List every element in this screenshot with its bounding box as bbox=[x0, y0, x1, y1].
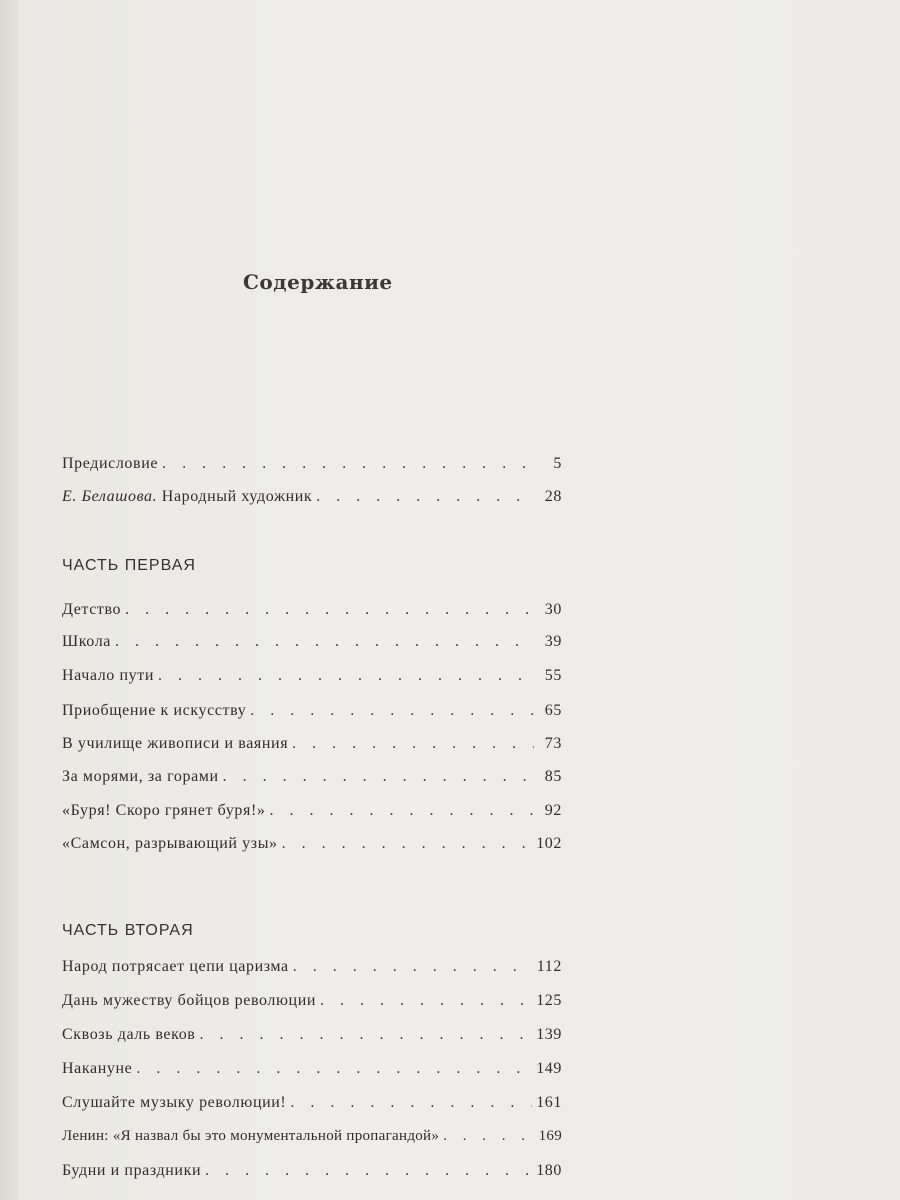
toc-entry-label: Детство bbox=[62, 601, 122, 618]
toc-entry-author: Е. Белашова. bbox=[62, 488, 158, 505]
leader-dots bbox=[205, 1162, 532, 1180]
toc-page-number: 112 bbox=[536, 958, 562, 975]
toc-entry-label: Слушайте музыку революции! bbox=[62, 1094, 287, 1111]
leader-dots bbox=[115, 633, 534, 651]
toc-page-number: 169 bbox=[538, 1128, 562, 1144]
leader-dots bbox=[290, 1094, 532, 1112]
toc-entry bbox=[62, 735, 562, 759]
toc-entry-label: Е. Белашова. Народный художник bbox=[62, 488, 313, 505]
toc-entry-label: Накануне bbox=[62, 1060, 133, 1077]
toc-entry-label: Начало пути bbox=[62, 667, 155, 684]
part-heading: ЧАСТЬ ВТОРАЯ bbox=[62, 922, 194, 939]
toc-entry bbox=[62, 455, 562, 479]
toc-page-number: 180 bbox=[536, 1162, 562, 1179]
toc-entry bbox=[62, 802, 562, 826]
leader-dots bbox=[282, 835, 533, 853]
leader-dots bbox=[158, 667, 534, 685]
toc-entry-label: В училище живописи и ваяния bbox=[62, 735, 289, 752]
toc-entry bbox=[62, 835, 562, 859]
toc-entry bbox=[62, 768, 562, 792]
toc-page-number: 30 bbox=[544, 601, 562, 618]
leader-dots bbox=[250, 702, 534, 720]
toc-entry bbox=[62, 633, 562, 657]
part-heading: ЧАСТЬ ПЕРВАЯ bbox=[62, 557, 196, 574]
toc-entry-label: Сквозь даль веков bbox=[62, 1026, 196, 1043]
toc-entry-label: «Самсон, разрывающий узы» bbox=[62, 835, 278, 852]
toc-page-number: 125 bbox=[536, 992, 562, 1009]
leader-dots bbox=[320, 992, 532, 1010]
toc-entry-label: Будни и праздники bbox=[62, 1162, 202, 1179]
toc-entry-label: Народ потрясает цепи царизма bbox=[62, 958, 289, 975]
toc-page-number: 149 bbox=[536, 1060, 562, 1077]
page-title: Содержание bbox=[243, 270, 393, 294]
leader-dots bbox=[270, 802, 534, 820]
toc-page-number: 39 bbox=[544, 633, 562, 650]
toc-page-number: 55 bbox=[544, 667, 562, 684]
toc-entry bbox=[62, 1026, 562, 1050]
toc-entry bbox=[62, 958, 562, 982]
toc-entry bbox=[62, 1128, 562, 1152]
toc-page-number: 102 bbox=[536, 835, 562, 852]
toc-entry bbox=[62, 1060, 562, 1084]
toc-page-number: 161 bbox=[536, 1094, 562, 1111]
toc-page-number: 85 bbox=[544, 768, 562, 785]
page-binding-edge bbox=[0, 0, 18, 1200]
toc-entry-label: Ленин: «Я назвал бы это монументальной пропагандой» bbox=[62, 1128, 440, 1144]
book-page bbox=[18, 0, 900, 1200]
show-through-text bbox=[578, 70, 818, 390]
toc-page-number: 92 bbox=[544, 802, 562, 819]
toc-entry bbox=[62, 1094, 562, 1118]
toc-page-number: 65 bbox=[544, 702, 562, 719]
toc-entry bbox=[62, 488, 562, 512]
toc-entry-label: «Буря! Скоро грянет буря!» bbox=[62, 802, 266, 819]
leader-dots bbox=[136, 1060, 532, 1078]
toc-page-number: 73 bbox=[544, 735, 562, 752]
toc-entry-label: За морями, за горами bbox=[62, 768, 219, 785]
toc-entry-label: Приобщение к искусству bbox=[62, 702, 247, 719]
toc-entry bbox=[62, 1162, 562, 1186]
toc-entry bbox=[62, 702, 562, 726]
toc-page-number: 139 bbox=[536, 1026, 562, 1043]
leader-dots bbox=[292, 735, 534, 753]
toc-entry-label: Предисловие bbox=[62, 455, 159, 472]
toc-page-number: 5 bbox=[553, 455, 562, 472]
toc-entry-label: Дань мужеству бойцов революции bbox=[62, 992, 317, 1009]
leader-dots bbox=[443, 1128, 534, 1145]
leader-dots bbox=[223, 768, 534, 786]
toc-entry bbox=[62, 992, 562, 1016]
toc-entry bbox=[62, 667, 562, 691]
leader-dots bbox=[199, 1026, 532, 1044]
leader-dots bbox=[125, 601, 534, 619]
toc-entry bbox=[62, 601, 562, 625]
leader-dots bbox=[162, 455, 534, 473]
toc-page-number: 28 bbox=[544, 488, 562, 505]
toc-entry-label: Школа bbox=[62, 633, 111, 650]
leader-dots bbox=[316, 488, 534, 506]
leader-dots bbox=[293, 958, 533, 976]
